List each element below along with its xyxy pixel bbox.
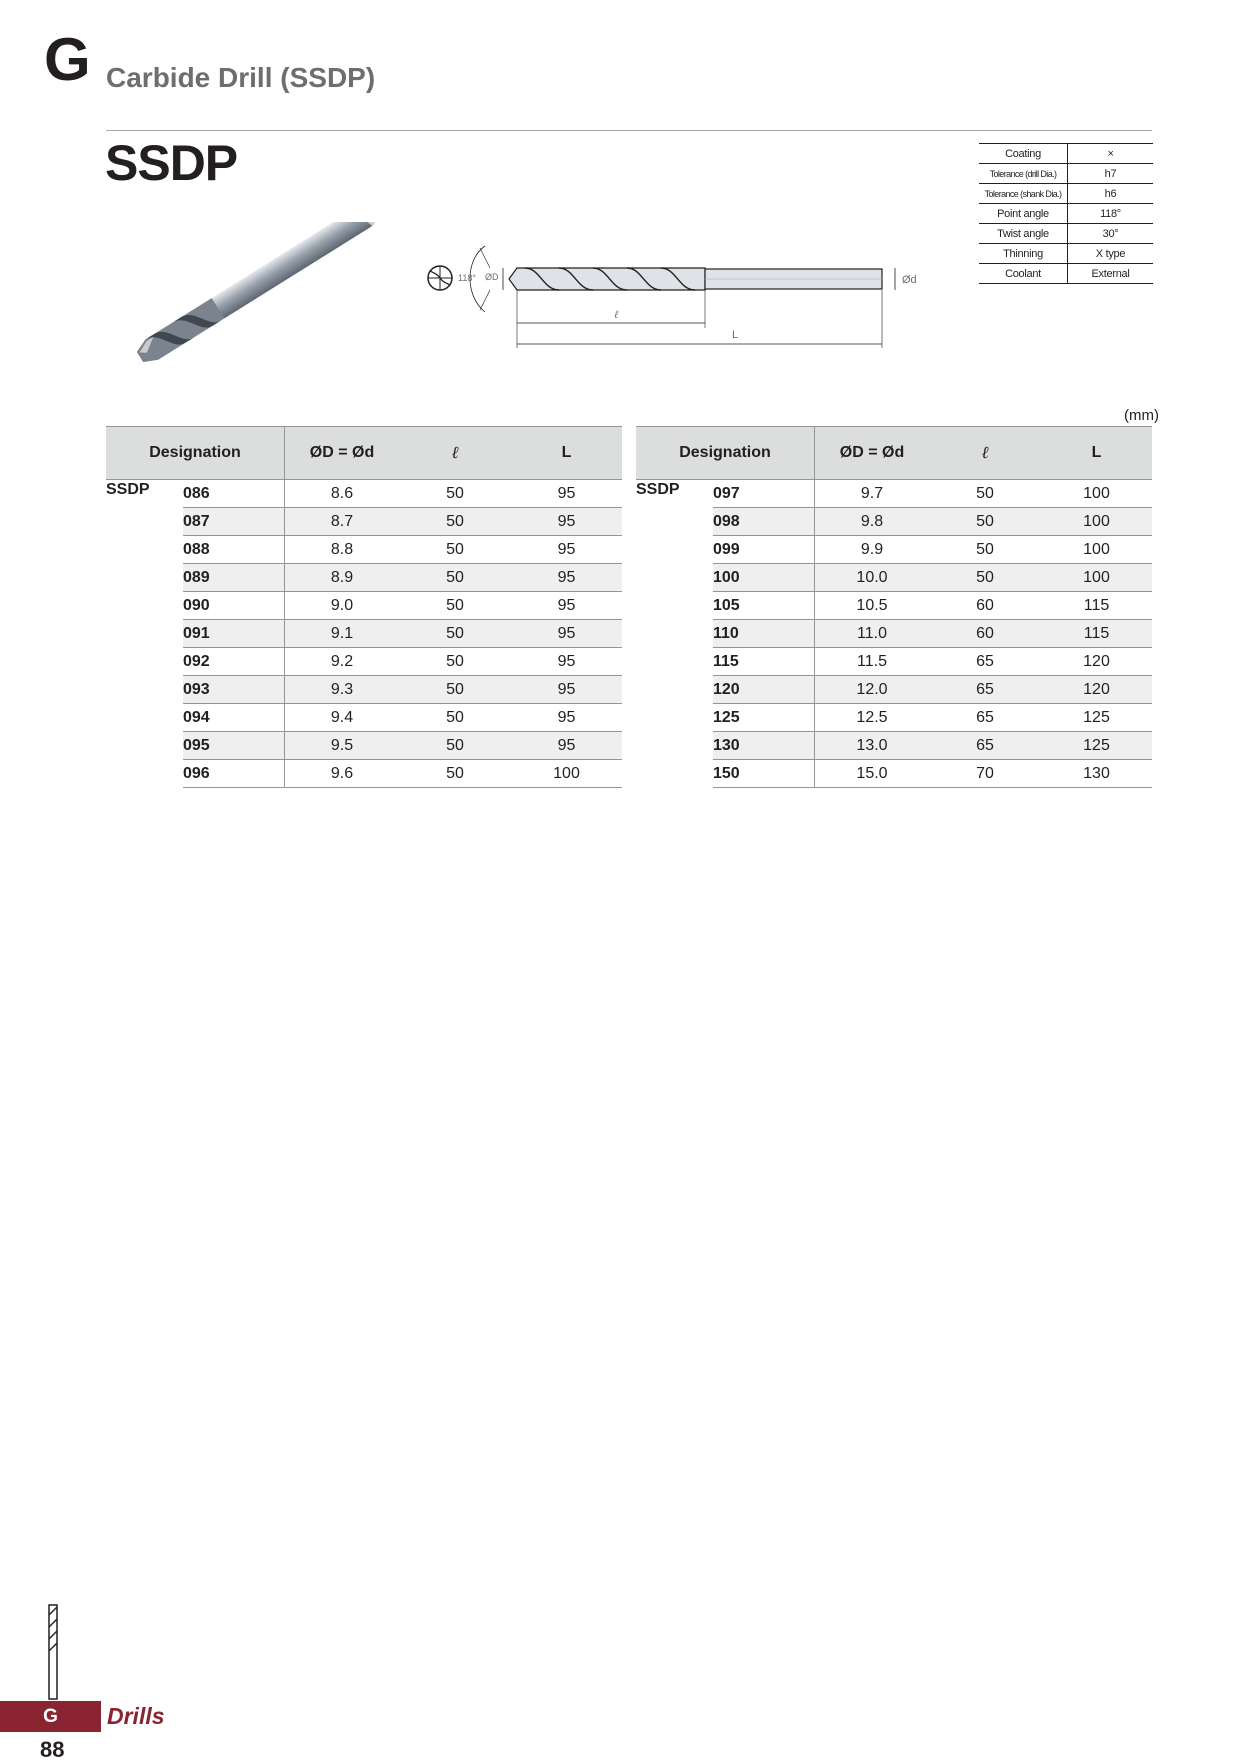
table-header-row (636, 427, 1152, 480)
overall-length-cell: 95 (511, 592, 622, 620)
flute-length-cell: 50 (929, 508, 1041, 536)
section-letter: G (44, 26, 89, 93)
drill-tab-icon (45, 1603, 61, 1701)
flute-length-cell: 50 (399, 648, 511, 676)
flute-length-cell: 65 (929, 704, 1041, 732)
overall-length-cell: 95 (511, 704, 622, 732)
designation-code: 150 (713, 760, 815, 788)
footer-section-label: Drills (107, 1703, 165, 1729)
table-row (636, 620, 1152, 648)
spec-row (979, 224, 1153, 244)
table-row (636, 732, 1152, 760)
technical-drawing (425, 238, 945, 350)
table-row (636, 480, 1152, 508)
spec-label: Point angle (979, 204, 1068, 224)
overall-length-cell: 100 (1041, 480, 1152, 508)
designation-code: 098 (713, 508, 815, 536)
spec-row (979, 184, 1153, 204)
overall-length-cell: 100 (1041, 564, 1152, 592)
overall-length-cell: 125 (1041, 704, 1152, 732)
diameter-cell: 12.0 (815, 676, 930, 704)
overall-length-label: L (732, 329, 739, 341)
spec-label: Thinning (979, 244, 1068, 264)
drill-flute-body (134, 298, 225, 367)
overall-length-cell: 95 (511, 732, 622, 760)
diameter-cell: 9.8 (815, 508, 930, 536)
overall-length-cell: 115 (1041, 592, 1152, 620)
flute-length-label: ℓ (614, 309, 619, 321)
designation-code: 088 (183, 536, 285, 564)
designation-code: 094 (183, 704, 285, 732)
table-body (636, 480, 1152, 788)
diameter-cell: 11.0 (815, 620, 930, 648)
designation-code: 096 (183, 760, 285, 788)
page-number: 88 (40, 1737, 65, 1762)
spec-row (979, 144, 1153, 164)
table-row (106, 620, 622, 648)
overall-length-cell: 100 (511, 760, 622, 788)
drill-fluted-section (509, 268, 705, 290)
section-title: Carbide Drill (SSDP) (106, 62, 376, 93)
diameter-cell: 15.0 (815, 760, 930, 788)
designation-code: 089 (183, 564, 285, 592)
designation-code: 092 (183, 648, 285, 676)
spec-value: 30° (1068, 224, 1154, 244)
spec-label: Coolant (979, 264, 1068, 284)
table-row (636, 508, 1152, 536)
dimensions-table-right (636, 426, 1152, 788)
table-row (106, 760, 622, 788)
spec-value: h6 (1068, 184, 1154, 204)
diameter-cell: 10.5 (815, 592, 930, 620)
flute-length-cell: 60 (929, 592, 1041, 620)
header-flute-length: ℓ (929, 427, 1041, 480)
drill-shank (210, 222, 374, 319)
angle-label: 118° (458, 273, 476, 283)
overall-length-cell: 100 (1041, 508, 1152, 536)
flute-length-cell: 50 (399, 536, 511, 564)
flute-length-cell: 50 (399, 564, 511, 592)
angle-leader (480, 290, 490, 310)
angle-leader (480, 248, 490, 268)
table-row (636, 536, 1152, 564)
end-view (428, 266, 452, 290)
designation-code: 099 (713, 536, 815, 564)
overall-length-cell: 100 (1041, 536, 1152, 564)
spec-value: 118° (1068, 204, 1154, 224)
header-flute-length: ℓ (399, 427, 511, 480)
spec-value: × (1068, 144, 1154, 164)
designation-code: 130 (713, 732, 815, 760)
spec-value: X type (1068, 244, 1154, 264)
table-row (636, 676, 1152, 704)
spec-row (979, 264, 1153, 284)
table-row (106, 564, 622, 592)
flute-length-cell: 50 (399, 760, 511, 788)
flute-length-cell: 50 (929, 564, 1041, 592)
table-row (636, 704, 1152, 732)
table-row (106, 704, 622, 732)
diameter-cell: 9.7 (815, 480, 930, 508)
diameter-cell: 9.4 (285, 704, 400, 732)
flute-length-cell: 50 (399, 592, 511, 620)
flute-length-cell: 50 (399, 620, 511, 648)
drill-dia-label: ØD (485, 272, 499, 282)
spec-label: Tolerance (drill Dia.) (979, 164, 1068, 184)
header-diameter: ØD = Ød (285, 427, 400, 480)
table-body (106, 480, 622, 788)
designation-code: 095 (183, 732, 285, 760)
overall-length-cell: 95 (511, 480, 622, 508)
diameter-cell: 12.5 (815, 704, 930, 732)
designation-code: 100 (713, 564, 815, 592)
spec-value: h7 (1068, 164, 1154, 184)
header-divider (106, 130, 1152, 131)
flute-length-cell: 50 (399, 480, 511, 508)
table-row (106, 508, 622, 536)
header-diameter: ØD = Ød (815, 427, 930, 480)
overall-length-cell: 95 (511, 508, 622, 536)
footer-section-letter: G (43, 1706, 58, 1727)
diameter-cell: 9.1 (285, 620, 400, 648)
table-row (106, 732, 622, 760)
overall-length-cell: 120 (1041, 648, 1152, 676)
table-row (636, 592, 1152, 620)
flute-length-cell: 50 (399, 732, 511, 760)
drill-photo (130, 222, 400, 377)
flute-length-cell: 50 (399, 508, 511, 536)
diameter-cell: 9.0 (285, 592, 400, 620)
designation-code: 086 (183, 480, 285, 508)
diameter-cell: 13.0 (815, 732, 930, 760)
spec-row (979, 164, 1153, 184)
flute-length-cell: 50 (929, 536, 1041, 564)
flute-length-cell: 65 (929, 648, 1041, 676)
table-row (636, 648, 1152, 676)
shank-dia-label: Ød (902, 274, 917, 286)
flute-length-cell: 60 (929, 620, 1041, 648)
flute-length-cell: 50 (399, 704, 511, 732)
product-title: SSDP (105, 135, 238, 191)
flute-length-cell: 65 (929, 732, 1041, 760)
diameter-cell: 9.9 (815, 536, 930, 564)
diameter-cell: 11.5 (815, 648, 930, 676)
diameter-cell: 9.3 (285, 676, 400, 704)
designation-code: 110 (713, 620, 815, 648)
overall-length-cell: 95 (511, 648, 622, 676)
diameter-cell: 8.7 (285, 508, 400, 536)
overall-length-cell: 95 (511, 676, 622, 704)
designation-code: 115 (713, 648, 815, 676)
table-row (636, 760, 1152, 788)
diameter-cell: 9.6 (285, 760, 400, 788)
spec-row (979, 204, 1153, 224)
spec-value: External (1068, 264, 1154, 284)
designation-code: 087 (183, 508, 285, 536)
table-row (106, 648, 622, 676)
spec-row (979, 244, 1153, 264)
overall-length-cell: 125 (1041, 732, 1152, 760)
overall-length-cell: 95 (511, 564, 622, 592)
overall-length-cell: 120 (1041, 676, 1152, 704)
unit-note: (mm) (1124, 407, 1159, 424)
diameter-cell: 9.2 (285, 648, 400, 676)
diameter-cell: 9.5 (285, 732, 400, 760)
header-designation: Designation (106, 427, 285, 480)
designation-code: 125 (713, 704, 815, 732)
spec-table (979, 143, 1153, 284)
table-row (106, 536, 622, 564)
header-overall-length: L (1041, 427, 1152, 480)
table-row (106, 592, 622, 620)
designation-prefix: SSDP (636, 481, 680, 498)
spec-label: Tolerance (shank Dia.) (979, 184, 1068, 204)
designation-code: 090 (183, 592, 285, 620)
header-designation: Designation (636, 427, 815, 480)
designation-code: 120 (713, 676, 815, 704)
spec-label: Twist angle (979, 224, 1068, 244)
overall-length-cell: 130 (1041, 760, 1152, 788)
flute-length-cell: 50 (929, 480, 1041, 508)
table-row (106, 480, 622, 508)
designation-code: 097 (713, 480, 815, 508)
designation-code: 093 (183, 676, 285, 704)
designation-prefix: SSDP (106, 481, 150, 498)
flute-length-cell: 50 (399, 676, 511, 704)
flute-length-cell: 65 (929, 676, 1041, 704)
designation-code: 105 (713, 592, 815, 620)
table-header-row (106, 427, 622, 480)
header-overall-length: L (511, 427, 622, 480)
designation-code: 091 (183, 620, 285, 648)
diameter-cell: 8.6 (285, 480, 400, 508)
table-row (636, 564, 1152, 592)
overall-length-cell: 95 (511, 536, 622, 564)
diameter-cell: 10.0 (815, 564, 930, 592)
diameter-cell: 8.9 (285, 564, 400, 592)
flute-length-cell: 70 (929, 760, 1041, 788)
overall-length-cell: 95 (511, 620, 622, 648)
spec-label: Coating (979, 144, 1068, 164)
diameter-cell: 8.8 (285, 536, 400, 564)
overall-length-cell: 115 (1041, 620, 1152, 648)
table-row (106, 676, 622, 704)
dimensions-table-left (106, 426, 622, 788)
